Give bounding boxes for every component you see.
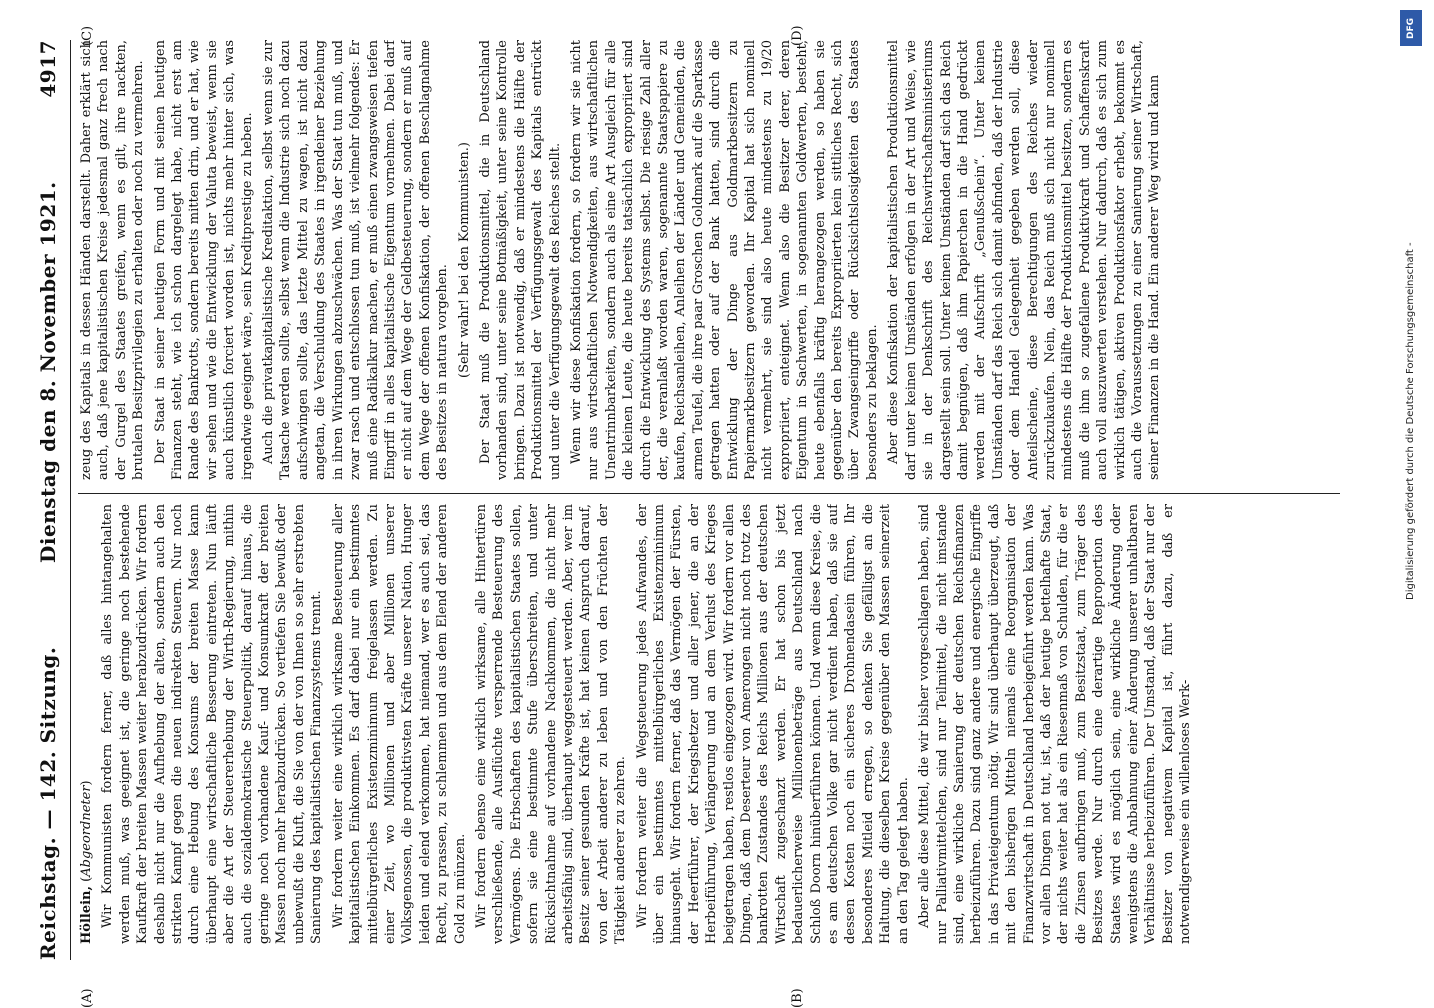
paragraph: Wenn wir diese Konfiskation fordern, so fordern wir sie nicht nur aus wirtschaftlichen Notwendigkeiten, aus wirtschaftlichen Unentrinnbarkeiten, sondern auch als eine Art Ausgleich für alle die kleinen Leute, die heute bereits tatsächlich expropriiert sind durch die Entwicklung des Systems selbst. Die riesige Zahl aller der, die veranlaßt worden waren, sogenannte Staatspapiere zu kaufen, Reichsanleihen, Anleihen der Länder und Gemeinden, die armen Teufel, die ihre paar Groschen Goldmark auf die Sparkasse getragen hatten oder auf der Bank hatten, sind durch die Entwicklung der Dinge aus Goldmarkbesitzern zu Papiermarkbesitzern geworden. Ihr Kapital hat sich nominell nicht vermehrt, sie sind also heute mindestens zu 19/20 expropriiert, enteignet. Wenn also die Besitzer derer, deren Eigentum in Sachwerten, in sogenannten Goldwerten, besteht, heute ebenfalls kräftig herangezogen werden, so haben sie gegenüber den bereits Expropriierten kein sittliches Recht, sich über Zwangseingriffe oder Rücksichtslosigkeiten des Staates besonders zu beklagen. [568,40,880,480]
left-column [78,504,1340,944]
interjection: (Sehr wahr! bei den Kommunisten.) [456,142,472,378]
paragraph: Auch die privatkapitalistische Kreditaktion, selbst wenn sie zur Tatsache werden sollte, selbst wenn die Industrie sich noch dazu aufschwingen sollte, das letzte Mittel zu wagen, ist nicht dazu angetan, die Verschuldung des Staates in irgendeiner Beziehung in ihren Wirkungen abzuschwächen. Was der Staat tun muß, und zwar rasch und entschlossen tun muß, ist vielmehr folgendes: Er muß eine Radikalkur machen, er muß einen zwangsweisen tiefen Eingriff in alles kapitalistische Eigentum vornehmen. Dabei darf er nicht auf dem Wege der Geldbesteuerung, sondern er muß auf dem Wege der offenen Konfiskation, der offenen Beschlagnahme des Besitzes in natura vorgehen. [261,40,451,480]
speaker-name: Höllein, [79,885,94,944]
speaker-role: Abgeordneter [79,785,94,877]
page-content [30,20,1350,1008]
margin-mark-b: (B) [790,988,805,1008]
column-divider [78,493,1340,494]
paragraph: zeug des Kapitals in dessen Händen darstellt. Daher erklärt sich auch, daß jene kapitalistischen Kreise jedesmal ganz frech nach der Gurgel des Staates greifen, wenn es gilt, ihre nackten, brutalen Besitzprivilegien zu erhalten oder noch zu vermehren. [79,40,147,480]
header-left: Reichstag. — 142. Sitzung. [36,646,60,960]
dfg-notice [1400,10,1422,990]
speaker-line: Höllein, (Abgeordneter) [79,780,94,944]
paragraph: Der Staat muß die Produktionsmittel, die in Deutschland vorhanden sind, unter seine Botmäßigkeit, unter seine Kontrolle bringen. Dazu ist notwendig, daß er mindestens die Hälfte der Produktionsmittel der Verfügungsgewalt des Kapitals entrückt und unter die Verfügungsgewalt des Reiches stellt. [477,40,563,480]
paragraph: Aber alle diese Mittel, die wir bisher vorgeschlagen haben, sind nur Palliativmittelchen, sind nur Teilmittel, die nicht imstande sind, eine wirkliche Sanierung der deutschen Reichsfinanzen herbeizuführen. Dazu sind ganz andere und energische Eingriffe in das Privateigentum nötig. Wir sind überhaupt überzeugt, daß mit den bisherigen Mitteln niemals eine Reorganisation der Finanzwirtschaft in Deutschland herbeigeführt werden kann. Was vor allen Dingen not tut, ist, daß der heutige bettelhafte Staat, der nichts weiter hat als ein Riesenmaß von Schulden, für die er die Zinsen aufbringen muß, zum Besitzstaat, zum Träger des Besitzes werde. Nur durch eine derartige Reproportion des Staates wird es möglich sein, eine wirkliche Änderung oder wenigstens die Anbahnung einer Änderung unserer unhaltbaren Verhältnisse herbeizuführen. Der Umstand, daß der Staat nur der Besitzer von negativem Kapital ist, führt dazu, daß er notwendigerweise ein willenloses Werk- [917,504,1194,944]
page-header [36,40,71,960]
dfg-logo: DFG [1400,10,1422,46]
paragraph: Wir fordern weiter die Wegsteuerung jedes Aufwandes, der über ein bestimmtes mittelbürgerliches Existenzminimum hinausgeht. Wir fordern ferner, daß das Vermögen der Fürsten, der Heerführer, der Kriegshetzer und aller jener, die an der Herbeiführung, Verlängerung und an dem Verlust des Krieges beigetragen haben, restlos eingezogen wird. Wir fordern vor allen Dingen, daß dem Deserteur von Amerongen nicht noch trotz des bankrotten Zustandes des Reichs Millionen aus der deutschen Wirtschaft zugeschanzt werden. Er hat schon bis jetzt bedauerlicherweise Millionenbeträge aus Deutschland nach Schloß Doorn hinüberführen können. Und wenn diese Kreise, die es am deutschen Volke gar nicht verdient haben, daß sie auf dessen Kosten noch ein sicheres Drohnendasein führen, Ihr besonderes Mitleid erregen, so denken Sie gefälligst an die Haltung, die dieselben Kreise gegenüber den Massen seinerzeit an den Tag gelegt haben. [634,504,911,944]
margin-mark-a: (A) [80,988,95,1008]
page-number: 4917 [36,40,60,98]
margin-mark-c: (C) [80,25,95,46]
paragraph: Aber diese Konfiskation der kapitalistischen Produktionsmittel darf unter keinen Umständen erfolgen in der Art und Weise, wie sie in der Denkschrift des Reichswirtschaftsministeriums dargestellt sein soll. Unter keinen Umständen darf sich das Reich damit begnügen, daß ihm Papierchen in die Hand gedrückt werden mit der Aufschrift „Genußschein“. Unter keinen Umständen darf das Reich sich damit abfinden, daß der Industrie oder dem Handel Gelegenheit gegeben werden soll, diese Anteilscheine, diese Berechtigungen des Reiches wieder zurückzukaufen. Nein, das Reich muß sich nicht nur nominell mindestens die Hälfte der Produktionsmittel besitzen, sondern es muß die ihm so zugefallene Produktivkraft und Schaffenskraft auch voll auszuwerten verstehen. Nur dadurch, daß es sich zum wirklich tätigen, aktiven Produktionsfaktor erhebt, bekommt es auch die Voraussetzungen zu einer Sanierung seiner Wirtschaft, seiner Finanzen in die Hand. Ein anderer Weg wird und kann [886,40,1163,480]
paragraph: Der Staat in seiner heutigen Form und mit seinen heutigen Finanzen steht, wie ich schon dargelegt habe, nicht erst am Rande des Bankrotts, sondern bereits mitten drin, und er hat, wie wir sehen und wie die Entwicklung der Valuta beweist, wenn sie auch künstlich forciert worden ist, nichts mehr hinter sich, was irgendwie geeignet wäre, sein Kreditprestige zu heben. [152,40,255,480]
header-center: Dienstag den 8. November 1921. [36,181,60,563]
paragraph: Wir fordern weiter eine wirklich wirksame Besteuerung aller kapitalistischen Einkommen. Es darf dabei nur ein bestimmtes mittelbürgerliches Existenzminimum freigelassen werden. Zu einer Zeit, wo Millionen und aber Millionen unserer Volksgenossen, die produktivsten Kräfte unserer Nation, Hunger leiden und elend verkommen, hat niemand, wer es auch sei, das Recht, zu prassen, zu schlemmen und aus dem Elend der anderen Gold zu münzen. [330,504,468,944]
paragraph: Wir fordern ebenso eine wirklich wirksame, alle Hintertüren verschließende, alle Ausflüchte versperrende Besteuerung des Vermögens. Die Erbschaften des kapitalistischen Staates sollen, sofern sie eine bestimmte Stufe überschreiten, und unter Rücksichtnahme auf vorhandene Nachkommen, die nicht mehr arbeitsfähig sind, überhaupt weggesteuert werden. Aber, wer im Besitz seiner gesunden Kräfte ist, hat keinen Anspruch darauf, von der Arbeit anderer zu leben und von den Früchten der Tätigkeit anderer zu zehren. [473,504,629,944]
margin-mark-d: (D) [790,25,805,46]
paragraph: Wir Kommunisten fordern ferner, daß alles hintangehalten werden muß, was geeignet ist, die geringe noch bestehende Kaufkraft der breiten Massen weiter herabzudrücken. Wir fordern deshalb nicht nur die Aufhebung der alten, sondern auch den strikten Kampf gegen die neuen indirekten Steuern. Nur noch durch eine Hebung des Konsums der breiten Masse kann überhaupt eine wirtschaftliche Besserung eintreten. Nun läuft aber die Art der Steuererhebung der Wirth-Regierung, mithin auch die sozialdemokratische Steuerpolitik, darauf hinaus, die geringe noch vorhandene Kauf- und Konsumkraft der breiten Massen noch mehr herabzudrücken. So vertiefen Sie bewußt oder unbewußt die Kluft, die Sie von der von Ihnen so sehr erstrebten Sanierung des kapitalistischen Finanzsystems trennt. [100,504,325,944]
dfg-notice-text: Digitalisierung gefördert durch die Deutsche Forschungsgemeinschaft - [1405,242,1416,600]
rotated-page [30,20,1350,1008]
right-column [78,40,1340,480]
